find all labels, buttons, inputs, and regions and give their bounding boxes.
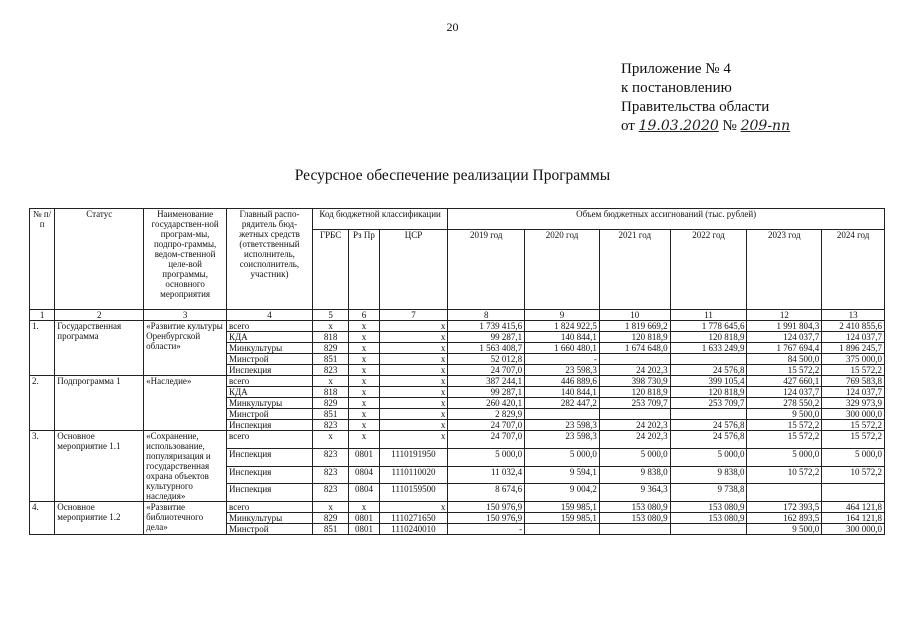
header-status: Статус [55,209,144,310]
row-value-2024: 1 896 245,7 [822,343,885,354]
row-executor: Инспекция [227,466,313,484]
row-value-2024: 300 000,0 [822,409,885,420]
row-value-2019: 99 287,1 [448,332,525,343]
row-value-2022: 24 576,8 [670,365,747,376]
row-value-2021: 9 838,0 [599,466,670,484]
row-grbs: 829 [312,398,348,409]
row-value-2021 [599,409,670,420]
row-value-2024: 300 000,0 [822,524,885,535]
row-value-2024: 124 037,7 [822,387,885,398]
row-value-2024: 10 572,2 [822,466,885,484]
col-number: 2 [55,310,144,321]
table-row [30,321,885,332]
row-name: «Сохранение, использование, популяризация и государственная охрана объектов культурного наследия» [144,431,227,502]
row-value-2019: 99 287,1 [448,387,525,398]
row-executor: Минстрой [227,524,313,535]
header-year-2022: 2022 год [670,230,747,310]
row-value-2024 [822,484,885,502]
row-value-2023: 9 500,0 [747,409,822,420]
row-value-2019: 150 976,9 [448,502,525,513]
header-year-2021: 2021 год [599,230,670,310]
row-executor: всего [227,502,313,513]
row-value-2020: 140 844,1 [525,387,600,398]
row-value-2023: 10 572,2 [747,466,822,484]
row-rzpr: х [349,431,379,449]
header-num: № п/п [30,209,55,310]
row-rzpr: х [349,321,379,332]
row-executor: Инспекция [227,484,313,502]
row-value-2022: 120 818,9 [670,387,747,398]
row-csr: 1110191950 [379,448,448,466]
row-csr: х [379,332,448,343]
row-value-2022 [670,409,747,420]
row-value-2019: 8 674,6 [448,484,525,502]
row-csr: х [379,502,448,513]
row-value-2020: - [525,354,600,365]
row-name: «Развитие библиотечного дела» [144,502,227,535]
row-csr: 1110159500 [379,484,448,502]
row-grbs: 851 [312,354,348,365]
row-value-2024: 2 410 855,6 [822,321,885,332]
row-csr: х [379,420,448,431]
col-number: 7 [379,310,448,321]
row-value-2024: 15 572,2 [822,365,885,376]
row-value-2023 [747,484,822,502]
row-rzpr: 0804 [349,484,379,502]
row-number: 2. [30,376,55,431]
number-prefix: № [722,118,737,134]
row-csr: 1110240010 [379,524,448,535]
col-number: 11 [670,310,747,321]
row-value-2024: 375 000,0 [822,354,885,365]
row-grbs: х [312,502,348,513]
row-grbs: 851 [312,409,348,420]
column-number-row [30,310,885,321]
row-value-2021 [599,524,670,535]
row-grbs: 823 [312,466,348,484]
row-value-2022: 153 080,9 [670,513,747,524]
row-value-2023: 124 037,7 [747,387,822,398]
row-value-2019: 11 032,4 [448,466,525,484]
appendix-date-line [621,117,790,136]
row-value-2022: 120 818,9 [670,332,747,343]
row-value-2023: 9 500,0 [747,524,822,535]
row-csr: х [379,387,448,398]
row-value-2022: 5 000,0 [670,448,747,466]
row-value-2023: 15 572,2 [747,420,822,431]
col-number: 8 [448,310,525,321]
header-csr: ЦСР [379,230,448,310]
row-rzpr: х [349,398,379,409]
row-grbs: 829 [312,343,348,354]
header-volume-group: Объем бюджетных ассигнований (тыс. рублей) [448,209,885,230]
row-csr: х [379,409,448,420]
row-rzpr: х [349,387,379,398]
header-year-2023: 2023 год [747,230,822,310]
row-executor: всего [227,376,313,387]
row-value-2020 [525,409,600,420]
row-value-2020: 159 985,1 [525,502,600,513]
row-rzpr: 0801 [349,513,379,524]
row-value-2020: 159 985,1 [525,513,600,524]
row-value-2021: 1 819 669,2 [599,321,670,332]
col-number: 3 [144,310,227,321]
row-value-2021: 1 674 648,0 [599,343,670,354]
appendix-line-1: Приложение № 4 [621,61,731,77]
row-value-2020 [525,524,600,535]
row-value-2022: 253 709,7 [670,398,747,409]
row-rzpr: х [349,420,379,431]
row-csr: х [379,431,448,449]
row-name: «Наследие» [144,376,227,431]
row-value-2024: 464 121,8 [822,502,885,513]
col-number: 9 [525,310,600,321]
header-rzpr: Рз Пр [349,230,379,310]
row-value-2024: 15 572,2 [822,420,885,431]
row-rzpr: х [349,376,379,387]
row-value-2023: 172 393,5 [747,502,822,513]
row-value-2022 [670,524,747,535]
date-prefix: от [621,118,635,134]
col-number: 1 [30,310,55,321]
row-value-2020: 1 824 922,5 [525,321,600,332]
table-row [30,502,885,513]
row-executor: всего [227,431,313,449]
row-grbs: 823 [312,420,348,431]
row-value-2023: 5 000,0 [747,448,822,466]
row-value-2022: 1 778 645,6 [670,321,747,332]
document-title: Ресурсное обеспечение реализации Программы [294,167,611,184]
row-executor: КДА [227,332,313,343]
row-value-2020: 446 889,6 [525,376,600,387]
row-csr: х [379,343,448,354]
row-value-2024: 769 583,8 [822,376,885,387]
row-value-2022: 153 080,9 [670,502,747,513]
row-value-2019: 24 707,0 [448,431,525,449]
table-row [30,431,885,449]
table-body [30,321,885,535]
row-executor: Минкультуры [227,513,313,524]
row-executor: КДА [227,387,313,398]
row-value-2024: 164 121,8 [822,513,885,524]
row-grbs: х [312,321,348,332]
row-value-2023: 124 037,7 [747,332,822,343]
row-executor: Инспекция [227,448,313,466]
row-executor: Минкультуры [227,343,313,354]
table-row [30,376,885,387]
row-value-2021: 153 080,9 [599,513,670,524]
header-year-2024: 2024 год [822,230,885,310]
row-value-2021: 24 202,3 [599,365,670,376]
row-value-2022: 24 576,8 [670,431,747,449]
row-grbs: 818 [312,332,348,343]
row-number: 3. [30,431,55,502]
row-value-2021: 253 709,7 [599,398,670,409]
col-number: 12 [747,310,822,321]
row-value-2022: 1 633 249,9 [670,343,747,354]
row-value-2020: 9 004,2 [525,484,600,502]
col-number: 6 [349,310,379,321]
row-value-2024: 124 037,7 [822,332,885,343]
header-name: Наименование государствен-ной програм-мы, подпро-граммы, ведом-ственной целе-вой программы, основного мероприятия [144,209,227,310]
row-value-2019: 1 739 415,6 [448,321,525,332]
row-value-2019: 150 976,9 [448,513,525,524]
row-executor: Минстрой [227,409,313,420]
row-value-2019: 2 829,9 [448,409,525,420]
row-value-2019: 1 563 408,7 [448,343,525,354]
row-value-2020: 1 660 480,1 [525,343,600,354]
row-rzpr: х [349,343,379,354]
row-rzpr: 0804 [349,466,379,484]
row-grbs: 823 [312,365,348,376]
row-rzpr: х [349,409,379,420]
row-grbs: х [312,376,348,387]
row-value-2022: 9 738,8 [670,484,747,502]
row-grbs: х [312,431,348,449]
row-csr: х [379,376,448,387]
row-csr: х [379,398,448,409]
handwritten-number: 209-пп [740,118,791,134]
col-number: 10 [599,310,670,321]
row-value-2023: 278 550,2 [747,398,822,409]
row-rzpr: х [349,332,379,343]
row-value-2019: 260 420,1 [448,398,525,409]
page-number: 20 [446,20,459,34]
row-value-2023: 15 572,2 [747,365,822,376]
row-executor: Инспекция [227,420,313,431]
header-year-2020: 2020 год [525,230,600,310]
handwritten-date: 19.03.2020 [638,118,719,134]
row-value-2024: 15 572,2 [822,431,885,449]
row-value-2021: 5 000,0 [599,448,670,466]
header-code-group: Код бюджетной классификации [312,209,447,230]
row-value-2023: 1 767 694,4 [747,343,822,354]
row-value-2019: 387 244,1 [448,376,525,387]
row-value-2020: 9 594,1 [525,466,600,484]
header-row-1 [30,209,885,230]
header-grbs: ГРБС [312,230,348,310]
col-number: 5 [312,310,348,321]
row-csr: х [379,354,448,365]
row-value-2023: 84 500,0 [747,354,822,365]
row-value-2019: - [448,524,525,535]
row-value-2019: 5 000,0 [448,448,525,466]
row-grbs: 823 [312,484,348,502]
row-status: Основное мероприятие 1.2 [55,502,144,535]
row-number: 1. [30,321,55,376]
row-value-2022: 9 838,0 [670,466,747,484]
row-status: Подпрограмма 1 [55,376,144,431]
row-value-2023: 162 893,5 [747,513,822,524]
row-value-2020: 282 447,2 [525,398,600,409]
row-value-2024: 5 000,0 [822,448,885,466]
row-value-2019: 24 707,0 [448,365,525,376]
row-value-2022: 399 105,4 [670,376,747,387]
header-year-2019: 2019 год [448,230,525,310]
row-rzpr: х [349,354,379,365]
row-status: Государственная программа [55,321,144,376]
row-value-2023: 427 660,1 [747,376,822,387]
row-grbs: 823 [312,448,348,466]
appendix-line-3: Правительства области [621,99,770,115]
row-rzpr: 0801 [349,524,379,535]
row-executor: Инспекция [227,365,313,376]
row-rzpr: х [349,365,379,376]
appendix-block [621,60,790,136]
row-value-2021 [599,354,670,365]
row-value-2021: 9 364,3 [599,484,670,502]
budget-table [29,208,885,535]
row-name: «Развитие культуры Оренбургской области» [144,321,227,376]
row-value-2021: 153 080,9 [599,502,670,513]
row-value-2020: 140 844,1 [525,332,600,343]
row-csr: х [379,321,448,332]
row-rzpr: 0801 [349,448,379,466]
row-value-2019: 52 012,8 [448,354,525,365]
row-number: 4. [30,502,55,535]
header-grbs-main: Главный распо-рядитель бюд-жетных средств (ответственный исполнитель, соисполнитель, участник) [227,209,313,310]
row-value-2021: 398 730,9 [599,376,670,387]
row-value-2021: 120 818,9 [599,332,670,343]
row-status: Основное мероприятие 1.1 [55,431,144,502]
row-value-2022 [670,354,747,365]
col-number: 13 [822,310,885,321]
row-value-2020: 23 598,3 [525,431,600,449]
appendix-line-2: к постановлению [621,80,732,96]
row-value-2020: 5 000,0 [525,448,600,466]
row-rzpr: х [349,502,379,513]
row-executor: Минстрой [227,354,313,365]
row-csr: х [379,365,448,376]
row-grbs: 829 [312,513,348,524]
row-value-2021: 24 202,3 [599,431,670,449]
row-grbs: 818 [312,387,348,398]
row-executor: всего [227,321,313,332]
col-number: 4 [227,310,313,321]
row-executor: Минкультуры [227,398,313,409]
row-value-2020: 23 598,3 [525,365,600,376]
row-grbs: 851 [312,524,348,535]
row-value-2019: 24 707,0 [448,420,525,431]
row-value-2022: 24 576,8 [670,420,747,431]
row-value-2023: 1 991 804,3 [747,321,822,332]
row-csr: 1110110020 [379,466,448,484]
row-value-2021: 120 818,9 [599,387,670,398]
row-value-2020: 23 598,3 [525,420,600,431]
row-value-2021: 24 202,3 [599,420,670,431]
row-value-2023: 15 572,2 [747,431,822,449]
row-csr: 1110271650 [379,513,448,524]
row-value-2024: 329 973,9 [822,398,885,409]
